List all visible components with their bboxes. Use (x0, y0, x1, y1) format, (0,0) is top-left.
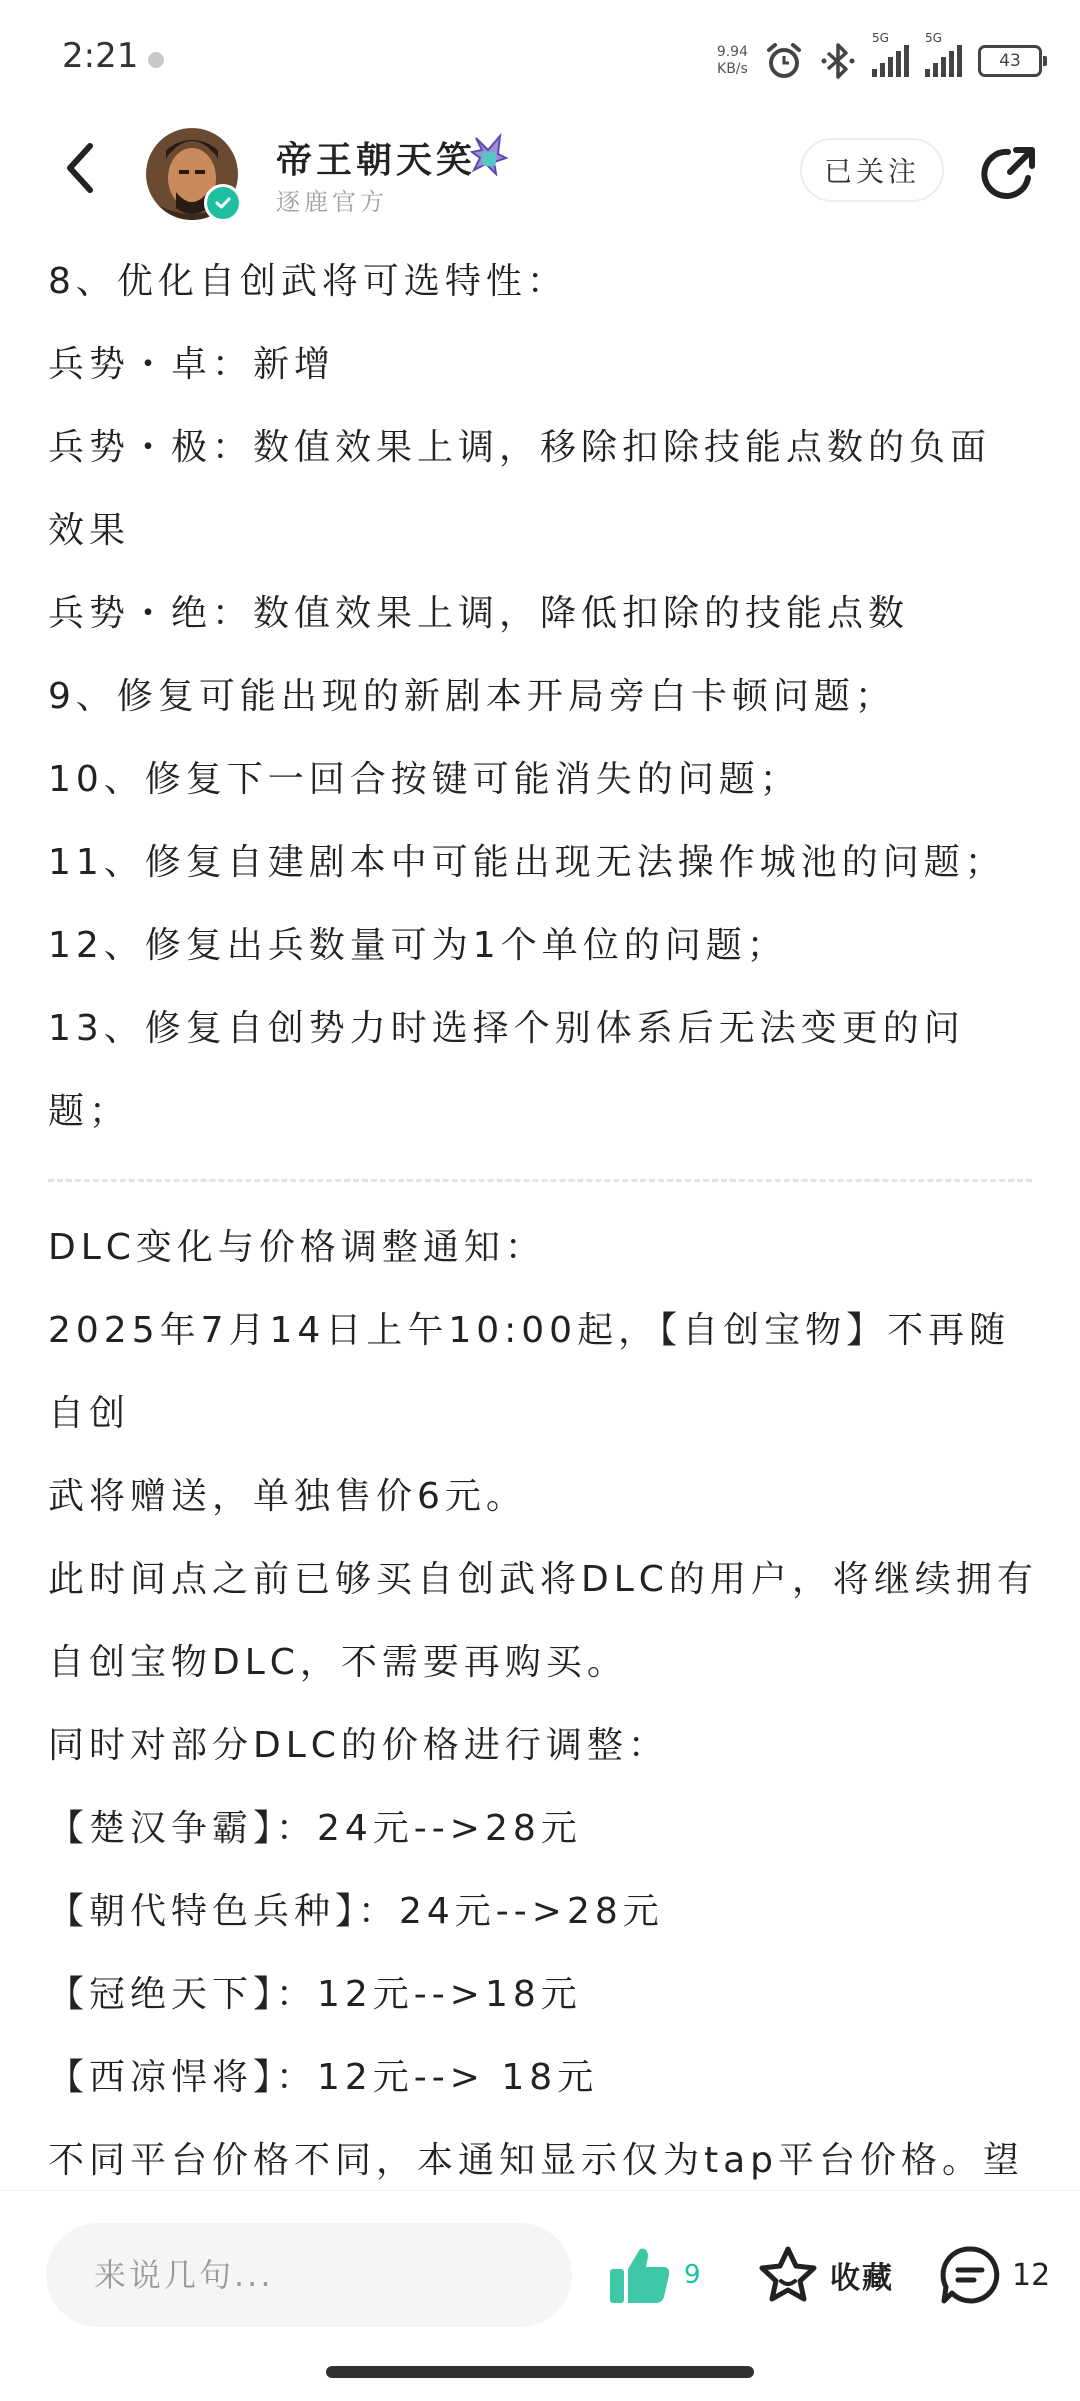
post-header (0, 118, 1080, 238)
paragraph: 8、优化自创武将可选特性： (48, 261, 568, 302)
network-speed-value: 9.94 (716, 44, 748, 60)
post-content (48, 240, 1038, 2285)
share-icon (976, 142, 1040, 206)
like-count: 9 (684, 2260, 701, 2290)
paragraph: 10、修复下一回合按键可能消失的问题； (48, 759, 801, 800)
paragraph: 【朝代特色兵种】：24元-->28元 (48, 1891, 664, 1932)
back-button[interactable] (50, 138, 110, 198)
paragraph: 不同平台价格不同，本通知显示仅为tap平台价格。望 (48, 2140, 1025, 2181)
share-button[interactable] (976, 142, 1040, 206)
paragraph: 【西凉悍将】：12元--> 18元 (48, 2057, 599, 2098)
comment-input[interactable] (46, 2223, 572, 2327)
signal-sim2-icon (925, 31, 962, 77)
verified-badge-icon (204, 184, 242, 222)
paragraph: 此时间点之前已够买自创武将DLC的用户，将继续拥有 自创宝物DLC，不需要再购买。 (48, 1559, 1038, 1683)
comments-button[interactable] (938, 2235, 1050, 2315)
sim2-label: 5G (925, 31, 942, 45)
author-name[interactable]: 帝王朝天笑 (276, 140, 477, 181)
author-level-badge-icon (468, 132, 508, 180)
paragraph: 【楚汉争霸】：24元-->28元 (48, 1808, 582, 1849)
paragraph: 13、修复自创势力时选择个别体系后无法变更的问 题； (48, 1008, 965, 1132)
status-bar (0, 0, 1080, 118)
signal-sim1-icon (872, 31, 909, 77)
paragraph: 兵势・绝：数值效果上调，降低扣除的技能点数 (48, 593, 910, 634)
paragraph: 11、修复自建剧本中可能出现无法操作城池的问题； (48, 842, 1006, 883)
thumbs-up-icon (608, 2245, 672, 2305)
favorite-button[interactable] (756, 2235, 894, 2315)
back-arrow-icon (60, 140, 100, 196)
battery-icon: 43 (978, 45, 1042, 77)
comment-bubble-icon (938, 2243, 1002, 2307)
author-subtitle: 逐鹿官方 (276, 188, 388, 216)
follow-button[interactable]: 已关注 (800, 138, 944, 202)
paragraph: 12、修复出兵数量可为1个单位的问题； (48, 925, 788, 966)
paragraph: 兵势・极：数值效果上调，移除扣除技能点数的负面 效果 (48, 427, 992, 551)
star-icon (756, 2243, 820, 2307)
paragraph: 同时对部分DLC的价格进行调整： (48, 1725, 669, 1766)
paragraph: 9、修复可能出现的新剧本开局旁白卡顿问题； (48, 676, 896, 717)
paragraph: DLC变化与价格调整通知： (48, 1227, 546, 1268)
bluetooth-icon (820, 41, 856, 81)
paragraph: 【冠绝天下】：12元-->18元 (48, 1974, 582, 2015)
paragraph: 兵势・卓：新增 (48, 344, 336, 385)
network-speed-unit: KB/s (717, 61, 748, 77)
status-icons (716, 31, 1042, 86)
home-indicator[interactable] (326, 2366, 754, 2378)
favorite-label: 收藏 (830, 2261, 894, 2296)
network-speed (717, 44, 748, 78)
sim1-label: 5G (872, 31, 889, 45)
notification-dot-icon (148, 52, 164, 68)
comment-count: 12 (1012, 2257, 1051, 2293)
section-divider (48, 1179, 1032, 1182)
alarm-icon (764, 41, 804, 81)
status-time: 2:21 (62, 36, 139, 76)
paragraph: 2025年7月14日上午10:00起，【自创宝物】不再随自创 武将赠送，单独售价6元。 (48, 1310, 1011, 1517)
like-button[interactable] (608, 2235, 701, 2315)
